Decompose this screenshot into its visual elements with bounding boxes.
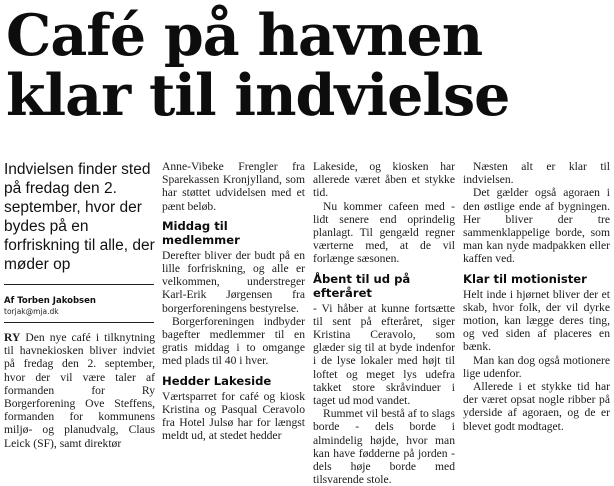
divider: [4, 322, 154, 323]
dateline: RY: [4, 331, 21, 344]
paragraph: Allerede i et stykke tid har der været opsat nogle ribber på yderside af agoraen, og de er blevet godt modtaget.: [463, 380, 610, 433]
column-4: [463, 160, 610, 433]
paragraph: Derefter bliver der budt på en lille forfriskning, og alle er velkommen, understreger Karl-Erik Jørgensen fra borgerforeningens bestyrelse.: [162, 248, 305, 315]
paragraph: - Vi håber at kunne fortsætte til sent på efteråret, siger Kristina Ceravolo, som glæder sig til at byde indenfor i de lyse lokaler med højt til loftet og meget lys udefra takket store skråvinduer i taget ud mod vandet.: [313, 301, 455, 408]
paragraph: Værtsparret for café og kiosk Kristina og Pasqual Ceravolo fra Hotel Julsø har for længst meldt ud, at stedet hedder: [162, 389, 305, 443]
subheading: Åbent til ud på efteråret: [313, 271, 411, 300]
byline: [4, 296, 156, 317]
headline-line-1: Café på havnen: [6, 2, 483, 69]
paragraph: Helt inde i hjørnet bliver der et skab, hvor folk, der vil dyrke motion, kan lægge deres ting, og ved siden af placeres en bænk.: [463, 287, 610, 354]
paragraph: Lakeside, og kiosken har allerede været åben et stykke tid.: [313, 160, 455, 200]
paragraph: Rummet vil bestå af to slags borde - dels borde i almindelig højde, hvor man kan have fødderne på jorden - dels høje borde med tilsvarende stole.: [313, 407, 455, 486]
paragraph: Nu kommer cafeen med - lidt senere end oprindelig planlagt. Til gengæld regner værterne med, at de vil forlænge sæsonen.: [313, 199, 455, 266]
subheading: Middag til medlemmer: [162, 218, 240, 247]
subheading: Klar til motionister: [463, 271, 587, 286]
paragraph: [4, 331, 155, 450]
paragraph: Borgerforeningen indbyder bagefter medlemmer til en gratis middag i to omgange med plads til 40 i hver.: [162, 314, 305, 368]
subheading: Hedder Lakeside: [162, 373, 272, 388]
headline: [6, 2, 610, 129]
paragraph-text: Den nye café i tilknytning til havnekiosken bliver indviet på fredag den 2. september, hvor der vil være taler af formanden for Ry Borgerforening Ove Steffens, formanden for kommunens miljø- og planudvalg, Claus Leick (SF), samt direktør: [4, 331, 155, 450]
paragraph: Anne-Vibeke Frengler fra Sparekassen Kronjylland, som har støttet udvidelsen med et pænt beløb.: [162, 160, 305, 213]
headline-line-2: klar til indvielse: [6, 62, 510, 129]
byline-email: torjak@mja.dk: [4, 307, 59, 316]
paragraph: Næsten alt er klar til indvielsen.: [463, 160, 610, 187]
divider: [4, 284, 154, 285]
paragraph: Det gælder også agoraen i den østlige ende af bygningen. Her bliver der tre sammenklappelige borde, som man kan nyde madpakken eller kaffen ved.: [463, 186, 610, 266]
column-1: [4, 331, 155, 450]
intro-text: Indvielsen finder sted på fredag den 2. september, hvor der bydes på en forfriskning til alle, der møder op: [4, 161, 155, 273]
column-2: [162, 160, 305, 442]
byline-author: Af Torben Jakobsen: [4, 296, 96, 306]
paragraph: Man kan dog også motionere lige udenfor.: [463, 353, 610, 380]
column-3: [313, 160, 455, 486]
